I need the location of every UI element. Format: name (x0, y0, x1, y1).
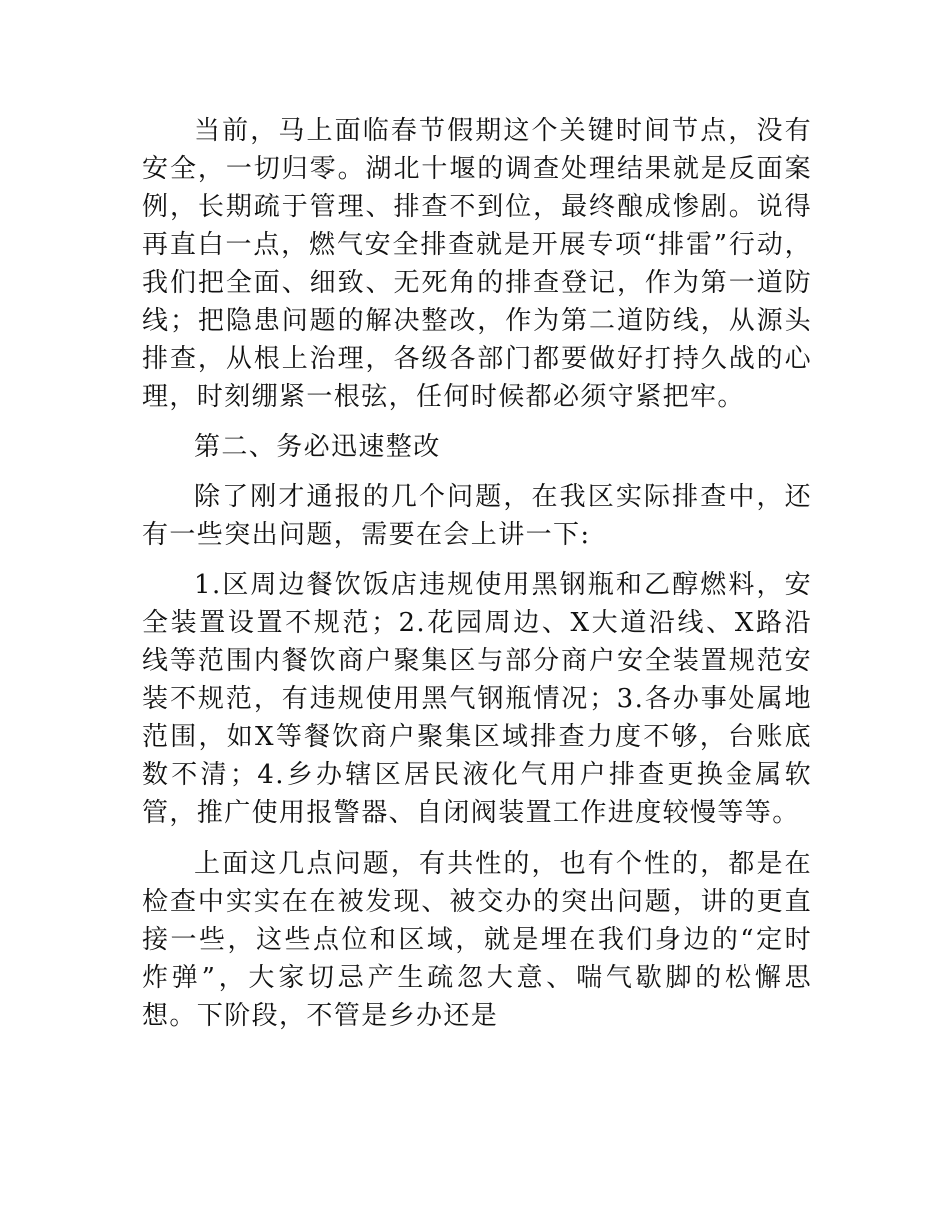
paragraph-time-bombs: 上面这几点问题，有共性的，也有个性的，都是在检查中实实在在被发现、被交办的突出问题，讲的更直接一些，这些点位和区域，就是埋在我们身边的“定时炸弹”，大家切忌产生疏忽大意、喘气歇脚的松懈思想。下阶段，不管是乡办还是 (142, 849, 812, 1031)
paragraph-spring-festival-safety: 当前，马上面临春节假期这个关键时间节点，没有安全，一切归零。湖北十堰的调查处理结果就是反面案例，长期疏于管理、排查不到位，最终酿成惨剧。说得再直白一点，燃气安全排查就是开展专项“排雷”行动，我们把全面、细致、无死角的排查登记，作为第一道防线；把隐患问题的解决整改，作为第二道防线，从源头排查，从根上治理，各级各部门都要做好打持久战的心理，时刻绷紧一根弦，任何时候都必须守紧把牢。 (142, 116, 812, 412)
paragraph-outstanding-issues-intro: 除了刚才通报的几个问题，在我区实际排查中，还有一些突出问题，需要在会上讲一下: (142, 482, 812, 550)
paragraph-issue-list: 1.区周边餐饮饭店违规使用黑钢瓶和乙醇燃料，安全装置设置不规范；2.花园周边、X大道沿线、X路沿线等范围内餐饮商户聚集区与部分商户安全装置规范安装不规范，有违规使用黑气钢瓶情况；3.各办事处属地范围，如X等餐饮商户聚集区域排查力度不够，台账底数不清；4.乡办辖区居民液化气用户排查更换金属软管，推广使用报警器、自闭阀装置工作进度较慢等等。 (142, 570, 812, 828)
document-body (142, 112, 812, 1035)
section-heading-rectification: 第二、务必迅速整改 (194, 432, 441, 462)
